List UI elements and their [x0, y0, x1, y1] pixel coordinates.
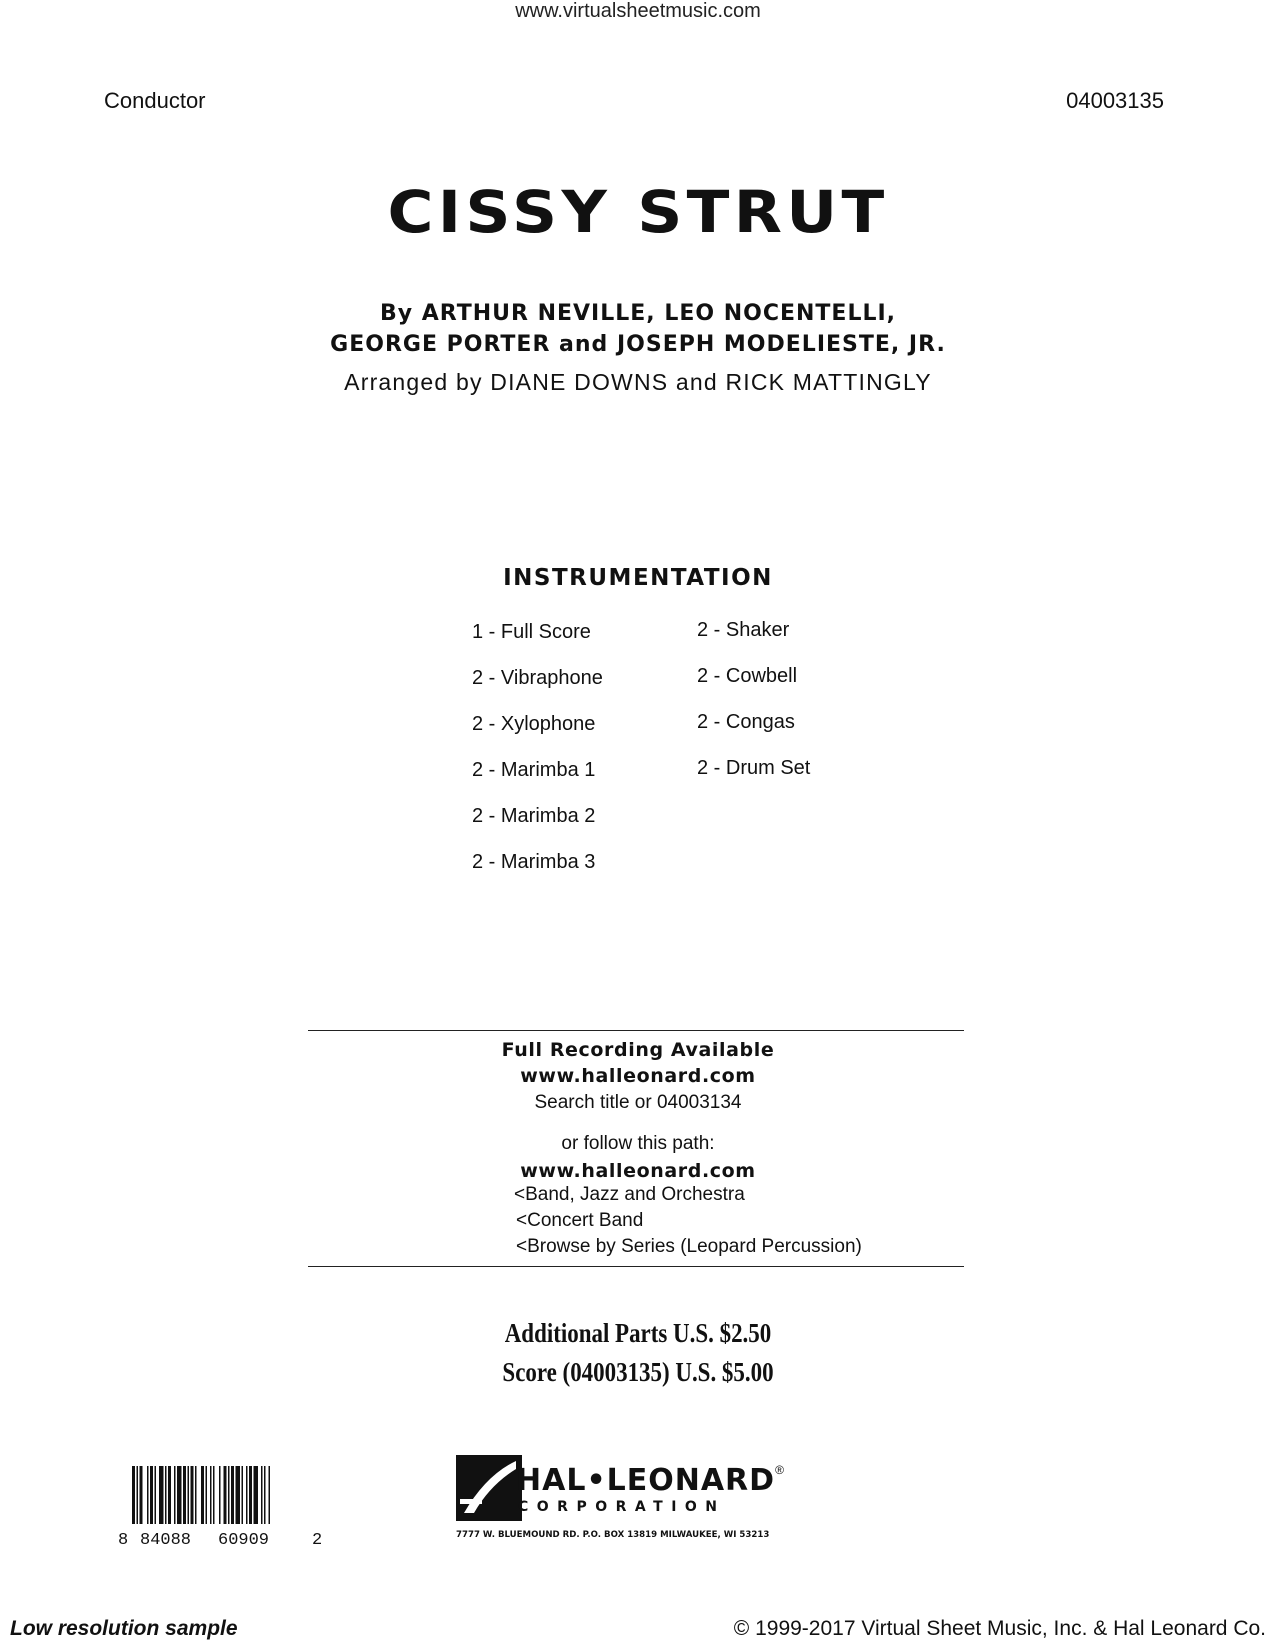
publisher-address: 7777 W. BLUEMOUND RD. P.O. BOX 13819 MILWAUKEE, WI 53213 — [456, 1530, 770, 1540]
barcode-bar — [159, 1466, 164, 1524]
catalog-number: 04003135 — [1066, 88, 1164, 113]
barcode-digits-group-1: 84088 — [140, 1531, 192, 1550]
barcode-bar — [261, 1466, 263, 1524]
barcode-bar — [168, 1466, 171, 1524]
recording-heading: Full Recording Available — [501, 1039, 775, 1061]
barcode-bar — [264, 1466, 266, 1524]
path-step: <Browse by Series (Leopard Percussion) — [516, 1236, 862, 1257]
barcode-bar — [224, 1466, 227, 1524]
barcode-bar — [269, 1466, 271, 1524]
barcode-bar — [246, 1466, 248, 1524]
composer-line-2: GEORGE PORTER and JOSEPH MODELIESTE, JR. — [330, 332, 946, 357]
barcode-bar — [132, 1466, 135, 1524]
instrumentation-column-2 — [697, 619, 810, 803]
publisher-corporation: CORPORATION — [518, 1499, 726, 1515]
instrument-item: 2 - Marimba 3 — [472, 851, 596, 873]
barcode-bar — [210, 1466, 212, 1524]
barcode-digits-group-2: 60909 — [218, 1531, 270, 1550]
instrument-item: 2 - Marimba 2 — [472, 805, 596, 827]
barcode-bar — [236, 1466, 241, 1524]
barcode-bar — [206, 1466, 208, 1524]
path-step: <Concert Band — [516, 1210, 644, 1231]
barcode-bar — [155, 1466, 157, 1524]
recording-path-site: www.halleonard.com — [520, 1160, 756, 1182]
additional-parts-price: Additional Parts U.S. $2.50 — [504, 1318, 772, 1348]
registered-mark: ® — [775, 1463, 784, 1477]
instrument-item: 2 - Shaker — [697, 619, 790, 641]
barcode-bar — [183, 1466, 186, 1524]
hal-leonard-logo — [456, 1455, 784, 1540]
instrument-item: 2 - Vibraphone — [472, 667, 603, 689]
barcode-bar — [174, 1466, 176, 1524]
path-step: <Band, Jazz and Orchestra — [514, 1184, 745, 1205]
barcode-bar — [249, 1466, 252, 1524]
instrument-item: 2 - Drum Set — [697, 757, 811, 779]
barcode-bar — [147, 1466, 149, 1524]
instrument-item: 2 - Marimba 1 — [472, 759, 596, 781]
barcode-bar — [254, 1466, 259, 1524]
barcode-bar — [201, 1466, 204, 1524]
publisher-name: HAL•LEONARD — [516, 1463, 776, 1498]
copyright-notice: © 1999-2017 Virtual Sheet Music, Inc. & Hal Leonard Co. — [733, 1617, 1266, 1640]
instrumentation-heading: INSTRUMENTATION — [503, 565, 773, 591]
divider-bottom — [308, 1266, 964, 1267]
score-price: Score (04003135) U.S. $5.00 — [502, 1357, 774, 1387]
barcode-bar — [137, 1466, 139, 1524]
barcode — [118, 1466, 328, 1553]
recording-follow-text: or follow this path: — [561, 1133, 715, 1154]
barcode-bar — [165, 1466, 167, 1524]
barcode-bar — [228, 1466, 230, 1524]
instrument-item: 2 - Congas — [697, 711, 795, 733]
barcode-bar — [191, 1466, 194, 1524]
barcode-bar — [188, 1466, 190, 1524]
barcode-bar — [140, 1466, 143, 1524]
barcode-digit-right: 2 — [312, 1531, 323, 1550]
barcode-bars — [118, 1466, 328, 1526]
barcode-bar — [231, 1466, 234, 1524]
instrumentation-column-1 — [472, 621, 603, 897]
barcode-bar — [213, 1466, 215, 1524]
barcode-bar — [195, 1466, 197, 1524]
arranger-line: Arranged by DIANE DOWNS and RICK MATTINGLY — [344, 369, 932, 395]
barcode-bar — [219, 1466, 221, 1524]
instrument-item: 2 - Cowbell — [697, 665, 798, 687]
barcode-bar — [242, 1466, 244, 1524]
recording-search-text: Search title or 04003134 — [534, 1092, 742, 1113]
divider-top — [308, 1030, 964, 1031]
barcode-bar — [150, 1466, 153, 1524]
part-label: Conductor — [104, 88, 206, 113]
barcode-bar — [177, 1466, 182, 1524]
page-title: CISSY STRUT — [387, 178, 889, 246]
recording-site: www.halleonard.com — [520, 1065, 756, 1087]
low-resolution-note: Low resolution sample — [10, 1617, 238, 1640]
composer-line-1: By ARTHUR NEVILLE, LEO NOCENTELLI, — [379, 301, 897, 326]
instrument-item: 2 - Xylophone — [472, 713, 596, 735]
site-url: www.virtualsheetmusic.com — [515, 0, 761, 22]
instrument-item: 1 - Full Score — [472, 621, 591, 643]
barcode-digit-left: 8 — [118, 1531, 129, 1550]
